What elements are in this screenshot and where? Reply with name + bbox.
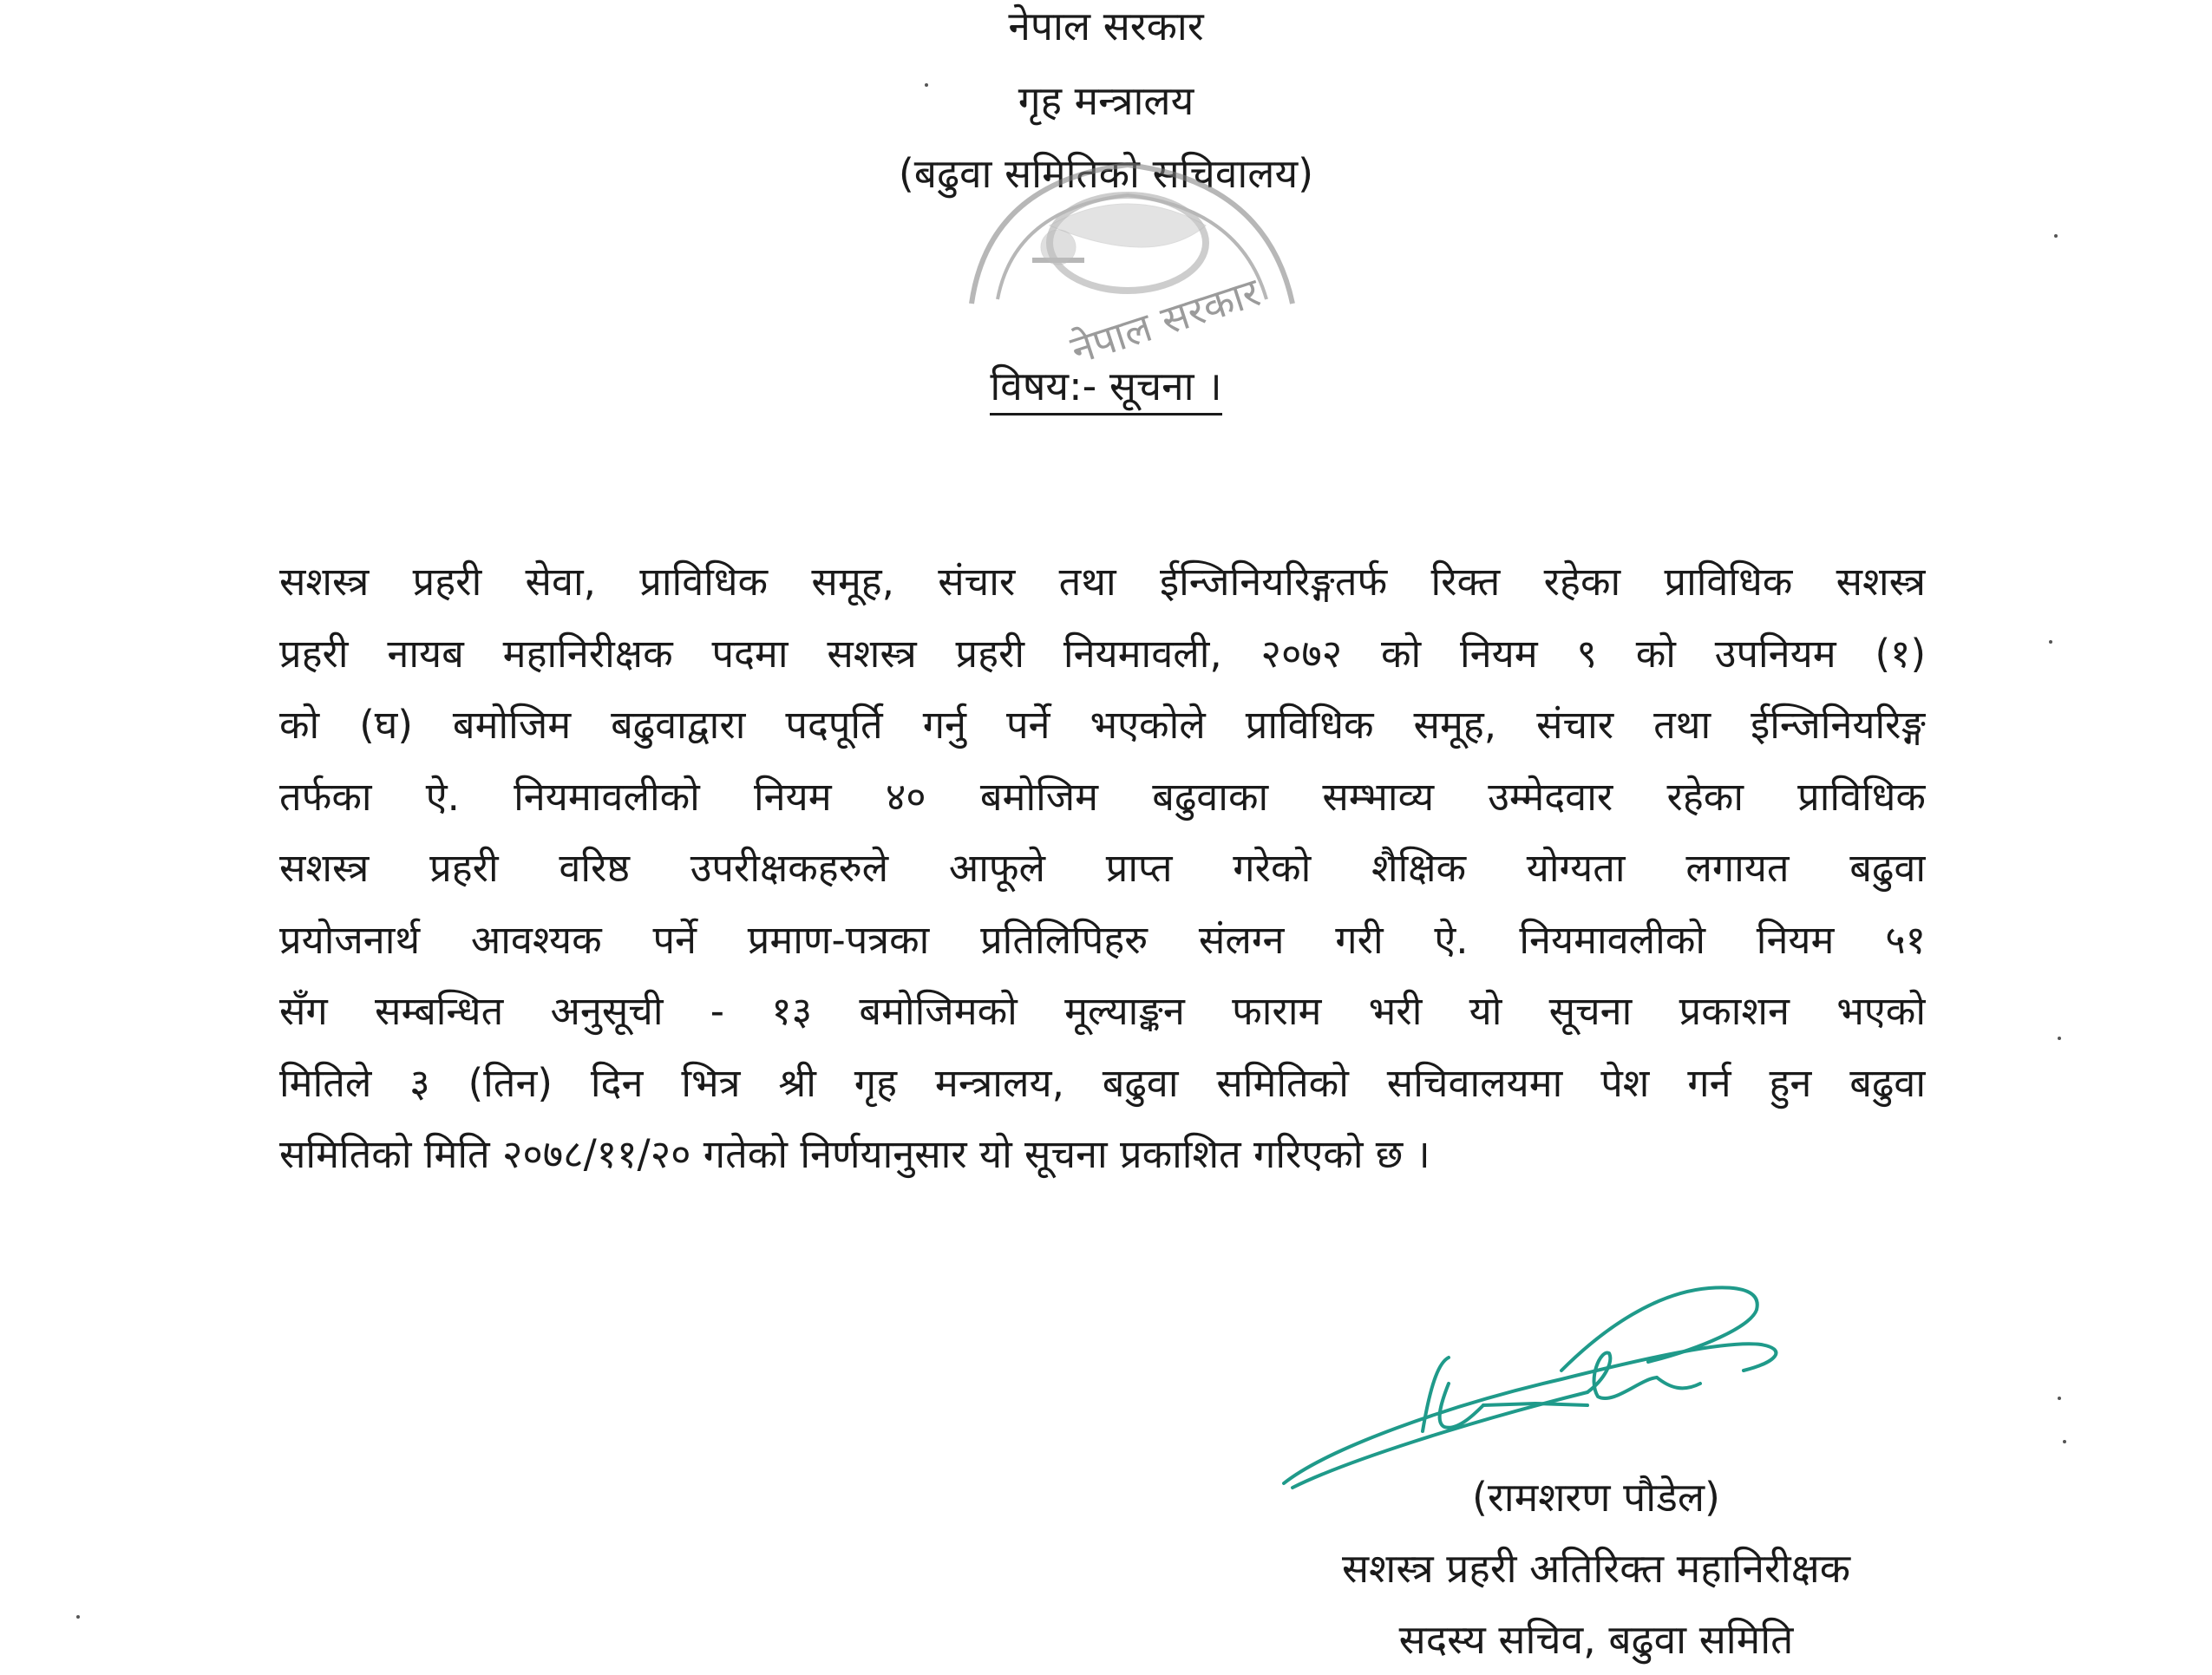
signatory-name: (रामशरण पौडेल) [1472,1474,1720,1521]
body-line: सशस्त्र प्रहरी सेवा, प्राविधिक समूह, संचार तथा ईन्जिनियरिङ्गतर्फ रिक्त रहेका प्राविधिक सशस्त्र [279,559,1926,605]
body-line: प्रहरी नायब महानिरीक्षक पदमा सशस्त्र प्रहरी नियमावली, २०७२ को नियम ९ को उपनियम (१) [279,630,1926,677]
scan-speck [2054,234,2058,238]
scan-speck [2058,1397,2061,1400]
ministry-heading: गृह मन्त्रालय [1018,77,1194,124]
scan-speck [76,1615,80,1619]
signatory-title: सशस्त्र प्रहरी अतिरिक्त महानिरीक्षक [1341,1545,1851,1592]
body-line: तर्फका ऐ. नियमावलीको नियम ४० बमोजिम बढुवाका सम्भाव्य उम्मेदवार रहेका प्राविधिक [279,773,1926,820]
scan-speck [2049,640,2052,644]
subject-text: विषय:- सूचना । [990,363,1221,415]
seal-text: नेपाल सरकार [1064,268,1266,373]
secretariat-heading: (बढुवा समितिको सचिवालय) [898,150,1314,197]
scan-speck [2063,1440,2066,1443]
signatory-role: सदस्य सचिव, बढुवा समिति [1398,1616,1794,1663]
signatory-block [1266,1462,1926,1675]
body-line: सशस्त्र प्रहरी वरिष्ठ उपरीक्षकहरुले आफूले प्राप्त गरेको शैक्षिक योग्यता लगायत बढुवा [279,845,1926,891]
scan-speck [925,83,928,87]
body-line: को (घ) बमोजिम बढुवाद्वारा पदपूर्ति गर्नु पर्ने भएकोले प्राविधिक समूह, संचार तथा ईन्जिनियरिङ्ग [279,702,1926,748]
notice-body [279,546,1926,1191]
official-seal-stamp [954,130,1301,373]
government-heading: नेपाल सरकार [1008,3,1204,49]
body-line: समितिको मिति २०७८/११/२० गतेको निर्णयानुसार यो सूचना प्रकाशित गरिएको छ । [279,1131,1430,1177]
body-line: मितिले ३ (तिन) दिन भित्र श्री गृह मन्त्रालय, बढुवा समितिको सचिवालयमा पेश गर्न हुन बढुवा [279,1059,1926,1106]
body-line: प्रयोजनार्थ आवश्यक पर्ने प्रमाण-पत्रका प्रतिलिपिहरु संलग्न गरी ऐ. नियमावलीको नियम ५१ [279,916,1926,963]
subject-line [0,360,2212,412]
scan-speck [2058,1037,2061,1040]
body-line: सँग सम्बन्धित अनुसूची - १३ बमोजिमको मूल्याङ्कन फाराम भरी यो सूचना प्रकाशन भएको [279,988,1926,1034]
